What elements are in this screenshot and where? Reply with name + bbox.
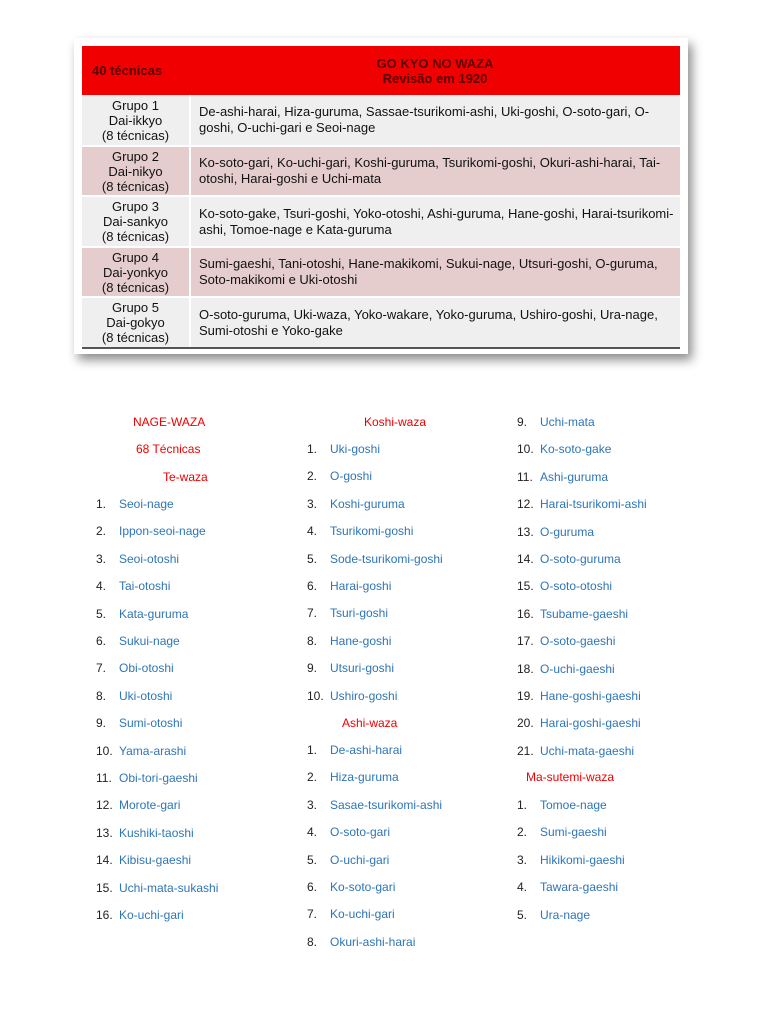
technique-name: Sode-tsurikomi-goshi — [330, 551, 443, 566]
technique-name: Ko-soto-gari — [330, 880, 396, 894]
technique-name: Ko-uchi-gari — [330, 907, 395, 922]
technique-name: Sasae-tsurikomi-ashi — [330, 797, 443, 812]
item-number: 7. — [307, 907, 318, 922]
item-number: 1. — [307, 442, 318, 456]
item-number: 12. — [96, 798, 113, 813]
ma-sutemi-waza-list — [517, 797, 747, 937]
technique-name: O-soto-gaeshi — [540, 634, 616, 649]
technique-name: Kushiki-taoshi — [119, 825, 194, 840]
technique-name: Utsuri-goshi — [330, 661, 395, 676]
item-number: 4. — [96, 579, 107, 594]
technique-name: Uchi-mata-sukashi — [119, 880, 219, 895]
item-number: 1. — [96, 497, 107, 511]
group-name-cell — [82, 95, 190, 146]
item-number: 5. — [517, 907, 528, 922]
item-number: 4. — [517, 880, 528, 895]
item-number: 1. — [307, 743, 318, 757]
item-number: 20. — [517, 716, 534, 731]
technique-name: Hane-goshi-gaeshi — [540, 689, 641, 703]
item-number: 5. — [307, 551, 318, 566]
technique-name: O-goshi — [330, 469, 373, 484]
technique-name: O-soto-gari — [330, 825, 391, 840]
group-sub: Dai-yonkyo — [102, 264, 169, 280]
item-number: 8. — [96, 688, 107, 703]
group-sub: Dai-ikkyo — [108, 112, 163, 128]
item-number: 5. — [307, 852, 318, 867]
group-name: Grupo 4 — [112, 249, 159, 265]
ashi-waza-list — [307, 742, 497, 962]
item-number: 2. — [307, 770, 318, 785]
ma-sutemi-waza-heading: Ma-sutemi-waza — [526, 770, 615, 784]
technique-name: Tai-otoshi — [119, 579, 171, 594]
item-number: 8. — [307, 633, 318, 648]
nage-waza-title: NAGE-WAZA — [133, 415, 206, 429]
technique-name: Uki-goshi — [330, 442, 381, 456]
header-count: 40 técnicas — [82, 46, 190, 95]
table-row — [82, 247, 680, 298]
technique-name: Seoi-nage — [119, 497, 174, 511]
technique-name: Kata-guruma — [119, 606, 189, 621]
header-subtitle: Revisão em 1920 — [382, 70, 488, 86]
ashi-waza-list-continued — [517, 414, 747, 769]
group-name-cell — [82, 247, 190, 298]
technique-name: Hiza-guruma — [330, 770, 399, 785]
item-number: 3. — [307, 496, 318, 511]
item-number: 2. — [96, 524, 107, 539]
item-number: 16. — [96, 908, 113, 922]
technique-name: Okuri-ashi-harai — [330, 934, 416, 949]
technique-name: Uchi-mata — [540, 415, 595, 429]
technique-name: Hikikomi-gaeshi — [540, 852, 625, 867]
item-number: 18. — [517, 661, 534, 676]
technique-name: Ko-uchi-gari — [119, 908, 184, 922]
technique-name: O-guruma — [540, 524, 595, 539]
item-number: 10. — [517, 442, 534, 457]
ashi-waza-heading: Ashi-waza — [342, 716, 398, 730]
technique-name: Harai-goshi — [330, 579, 392, 593]
group-count: (8 técnicas) — [101, 127, 170, 143]
item-number: 11. — [517, 469, 533, 484]
table-row — [82, 196, 680, 247]
item-number: 19. — [517, 689, 534, 703]
technique-name: Tomoe-nage — [540, 798, 607, 812]
group-techniques: De-ashi-harai, Hiza-guruma, Sassae-tsurikomi-ashi, Uki-goshi, O-soto-gari, O-goshi, O-uchi-gari e Seoi-nage — [190, 95, 680, 146]
item-number: 3. — [517, 852, 528, 867]
item-number: 9. — [307, 661, 318, 676]
item-number: 8. — [307, 934, 318, 949]
item-number: 2. — [307, 469, 318, 484]
technique-name: Harai-tsurikomi-ashi — [540, 497, 647, 512]
group-name: Grupo 2 — [112, 148, 159, 164]
item-number: 3. — [96, 551, 107, 566]
group-name-cell — [82, 297, 190, 348]
group-techniques: O-soto-guruma, Uki-waza, Yoko-wakare, Yoko-guruma, Ushiro-goshi, Ura-nage, Sumi-otoshi e Yoko-gake — [190, 297, 680, 348]
techniques-count: 68 Técnicas — [136, 442, 201, 456]
koshi-waza-heading: Koshi-waza — [364, 415, 427, 429]
item-number: 16. — [517, 606, 534, 621]
group-name-cell — [82, 146, 190, 197]
group-count: (8 técnicas) — [101, 178, 170, 194]
technique-name: Ippon-seoi-nage — [119, 524, 206, 539]
item-number: 10. — [96, 743, 113, 758]
item-number: 11. — [96, 771, 112, 785]
group-name: Grupo 3 — [112, 199, 159, 215]
technique-name: Koshi-guruma — [330, 496, 405, 511]
technique-name: Sumi-otoshi — [119, 716, 183, 731]
technique-name: Ushiro-goshi — [330, 688, 398, 703]
group-count: (8 técnicas) — [101, 279, 170, 295]
item-number: 9. — [96, 716, 107, 731]
item-number: 3. — [307, 797, 318, 812]
technique-name: Yama-arashi — [119, 743, 187, 758]
group-sub: Dai-sankyo — [102, 214, 169, 230]
technique-name: Obi-otoshi — [119, 661, 174, 676]
technique-name: Sumi-gaeshi — [540, 825, 607, 840]
item-number: 14. — [96, 853, 113, 868]
te-waza-list — [96, 496, 286, 936]
group-name-cell — [82, 196, 190, 247]
technique-name: Uki-otoshi — [119, 688, 173, 703]
item-number: 9. — [517, 415, 528, 429]
header-title-cell — [190, 46, 680, 95]
technique-name: O-uchi-gaeshi — [540, 661, 615, 676]
technique-name: Hane-goshi — [330, 633, 392, 648]
table-row — [82, 297, 680, 348]
technique-name: Morote-gari — [119, 798, 181, 813]
table-row — [82, 146, 680, 197]
group-name: Grupo 5 — [112, 300, 159, 316]
item-number: 5. — [96, 606, 107, 621]
technique-name: Ko-soto-gake — [540, 442, 612, 457]
te-waza-heading: Te-waza — [163, 470, 208, 484]
group-count: (8 técnicas) — [101, 330, 170, 346]
technique-name: Tsurikomi-goshi — [330, 524, 414, 539]
item-number: 13. — [517, 524, 534, 539]
item-number: 17. — [517, 634, 534, 649]
technique-name: Ura-nage — [540, 907, 591, 922]
item-number: 21. — [517, 743, 534, 758]
group-techniques: Sumi-gaeshi, Tani-otoshi, Hane-makikomi, Sukui-nage, Utsuri-goshi, O-guruma, Soto-makikomi e Uki-otoshi — [190, 247, 680, 298]
technique-name: Seoi-otoshi — [119, 551, 180, 566]
item-number: 12. — [517, 497, 534, 512]
technique-name: Ashi-guruma — [540, 469, 609, 484]
item-number: 7. — [96, 661, 107, 676]
technique-name: O-uchi-gari — [330, 852, 390, 867]
table-header-row — [82, 46, 680, 95]
item-number: 14. — [517, 552, 534, 566]
technique-name: Tawara-gaeshi — [540, 880, 619, 895]
go-kyo-table-frame — [74, 38, 688, 354]
go-kyo-table — [82, 46, 680, 349]
item-number: 4. — [307, 825, 318, 840]
item-number: 4. — [307, 524, 318, 539]
item-number: 7. — [307, 606, 318, 621]
item-number: 1. — [517, 798, 528, 812]
item-number: 13. — [96, 825, 113, 840]
group-name: Grupo 1 — [112, 97, 159, 113]
item-number: 10. — [307, 688, 324, 703]
technique-name: Harai-goshi-gaeshi — [540, 716, 641, 731]
item-number: 6. — [96, 634, 107, 648]
group-sub: Dai-nikyo — [108, 163, 163, 179]
item-number: 6. — [307, 579, 318, 593]
group-sub: Dai-gokyo — [106, 315, 165, 331]
technique-name: Sukui-nage — [119, 634, 180, 648]
group-techniques: Ko-soto-gari, Ko-uchi-gari, Koshi-guruma, Tsurikomi-goshi, Okuri-ashi-harai, Tai-otoshi, Harai-goshi e Uchi-mata — [190, 146, 680, 197]
technique-name: De-ashi-harai — [330, 743, 403, 757]
technique-name: Tsubame-gaeshi — [540, 606, 629, 621]
technique-name: Kibisu-gaeshi — [119, 853, 192, 868]
technique-name: Uchi-mata-gaeshi — [540, 743, 635, 758]
table-row — [82, 95, 680, 146]
group-techniques: Ko-soto-gake, Tsuri-goshi, Yoko-otoshi, Ashi-guruma, Hane-goshi, Harai-tsurikomi-ashi, Tomoe-nage e Kata-guruma — [190, 196, 680, 247]
technique-name: O-soto-guruma — [540, 552, 621, 566]
group-count: (8 técnicas) — [101, 229, 170, 245]
technique-name: Tsuri-goshi — [330, 606, 389, 621]
item-number: 2. — [517, 825, 528, 840]
item-number: 15. — [96, 880, 113, 895]
technique-name: Obi-tori-gaeshi — [119, 771, 198, 785]
header-title: GO KYO NO WAZA — [376, 55, 494, 71]
item-number: 15. — [517, 579, 534, 594]
technique-name: O-soto-otoshi — [540, 579, 613, 594]
item-number: 6. — [307, 880, 318, 894]
koshi-waza-list — [307, 441, 497, 716]
